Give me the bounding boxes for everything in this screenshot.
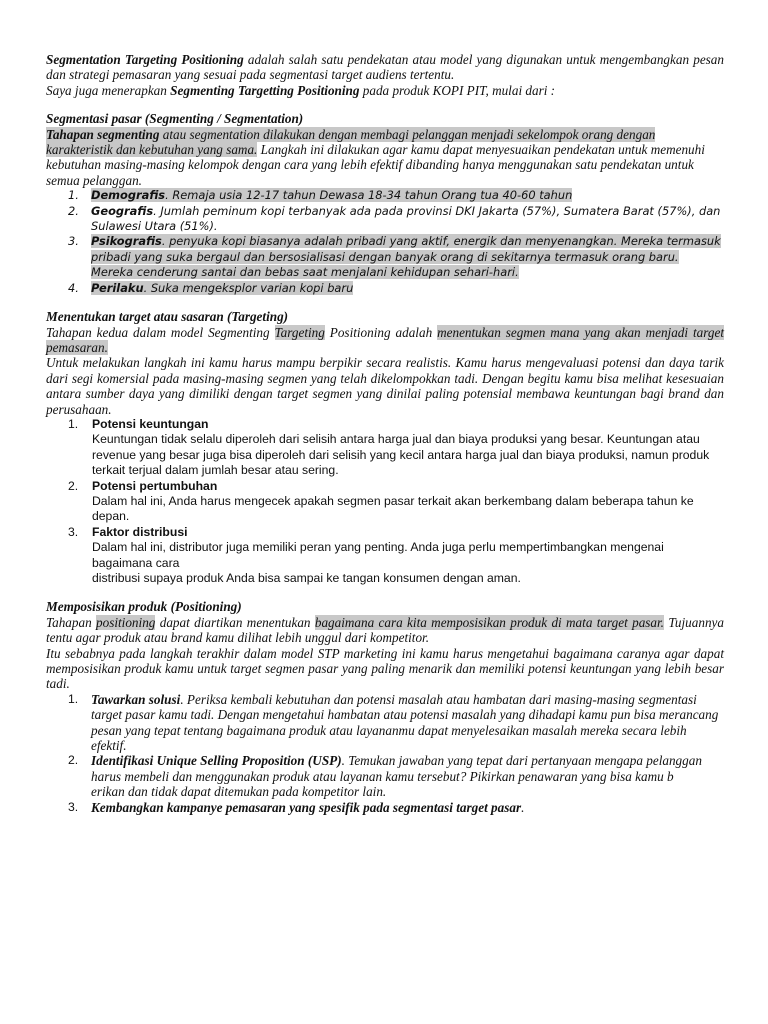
segmenting-list <box>46 188 724 296</box>
list-item: 2. Geografis. Jumlah peminum kopi terbanyak ada pada provinsi DKI Jakarta (57%), Sumatera Barat (57%), dan Sulawesi Utara (51%). <box>68 203 721 234</box>
positioning-paragraph-1: Tahapan positioning dapat diartikan menentukan bagaimana cara kita memposisikan produk di mata target pasar. Tujuannya tentu agar produk atau brand kamu dilihat lebih unggul dari kompetitor. <box>46 614 725 646</box>
list-item: 2. Identifikasi Unique Selling Proposition (USP). Temukan jawaban yang tepat dari pertanyaan mengapa pelanggan harus membeli dan menggunakan produk atau layanan kamu tersebut? Pikirkan penawaran yang bisa kamu b erikan dan tidak dapat ditemukan pada kompetitor lain. <box>68 753 702 800</box>
segmenting-paragraph: Tahapan segmenting atau segmentation dilakukan dengan membagi pelanggan menjadi sekelompok orang dengan karakteristik dan kebutuhan yang sama. Langkah ini dilakukan agar kamu dapat menyesuaikan pendekatan untuk memenuhi kebutuhan masing-masing kelompok dengan cara yang lebih efektif dibanding hanya menggunakan satu pendekatan untuk semua pelanggan. <box>46 126 705 188</box>
intro-term: Segmentation Targeting Positioning <box>46 52 244 67</box>
list-item: 3. Kembangkan kampanye pemasaran yang spesifik pada segmentasi target pasar. <box>68 799 525 815</box>
positioning-heading: Memposisikan produk (Positioning) <box>46 599 242 615</box>
list-item: 2. Potensi pertumbuhan Dalam hal ini, Anda harus mengecek apakah segmen pasar terkait akan berkembang dalam beberapa tahun ke depan. <box>68 478 694 524</box>
section-positioning <box>46 599 724 815</box>
list-item: 3. Psikografis. penyuka kopi biasanya adalah pribadi yang aktif, energik dan menyenangkan. Mereka termasuk pribadi yang suka bergaul dan bersosialisasi dengan banyak orang di sekitarnya termasuk orang baru. Mereka cenderung santai dan bebas saat menjalani kehidupan sehari-hari. <box>68 234 721 280</box>
list-item: 1. Potensi keuntungan Keuntungan tidak selalu diperoleh dari selisih antara harga jual dan biaya produksi yang besar. Keuntungan atau revenue yang besar juga bisa diperoleh dari selisih yang kecil antara harga jual dan biaya produksi, namun produk terkait terjual dalam jumlah besar atau sering. <box>68 416 710 478</box>
segmenting-heading: Segmentasi pasar (Segmenting / Segmentation) <box>46 111 304 127</box>
list-item: 4. Perilaku. Suka mengeksplor varian kopi baru <box>68 280 354 295</box>
list-item: 1. Tawarkan solusi. Periksa kembali kebutuhan dan potensi masalah atau hambatan dari masing-masing segmentasi target pasar kamu tadi. Dengan mengetahui hambatan atau potensi masalah yang dihadapi kamu pun bisa merancang pesan yang tepat tentang bagaimana produk atau layananmu dapat menyelesaikan masalah mereka secara lebih efektif. <box>68 691 719 754</box>
list-item: 1. Demografis. Remaja usia 12-17 tahun Dewasa 18-34 tahun Orang tua 40-60 tahun <box>68 188 573 203</box>
positioning-paragraph-2: Itu sebabnya pada langkah terakhir dalam model STP marketing ini kamu harus mengetahui bagaimana caranya agar dapat memposisikan produk kamu untuk target segmen pasar yang paling menarik dan memiliki potensi keuntungan yang lebih besar tadi. <box>46 645 724 692</box>
section-segmenting <box>46 111 724 296</box>
intro-paragraph: Segmentation Targeting Positioning adalah salah satu pendekatan atau model yang digunakan untuk mengembangkan pesan dan strategi pemasaran yang sesuai pada segmentasi target audiens tertentu. <box>46 52 724 83</box>
targeting-paragraph-2: Untuk melakukan langkah ini kamu harus mampu berpikir secara realistis. Kamu harus mengevaluasi potensi dan daya tarik dari segi komersial pada masing-masing segmen yang telah dikelompokkan tadi. Dengan begitu kamu bisa melihat kesesuaian antara sumber daya yang dimiliki dengan target segmen yang dinilai paling potensial membawa keuntungan bagi brand dan perusahaan. <box>46 355 724 417</box>
document-page <box>46 52 724 815</box>
intro-kopi-pit: Saya juga menerapkan Segmenting Targetting Positioning pada produk KOPI PIT, mulai dari : <box>46 82 556 98</box>
targeting-heading: Menentukan target atau sasaran (Targeting) <box>46 309 289 325</box>
list-item: 3. Faktor distribusi Dalam hal ini, distributor juga memiliki peran yang penting. Anda juga perlu mempertimbangkan mengenai bagaimana cara distribusi supaya produk Anda bisa sampai ke tangan konsumen dengan aman. <box>68 524 664 585</box>
section-targeting <box>46 309 724 586</box>
targeting-list <box>46 417 724 586</box>
positioning-list <box>46 692 724 815</box>
targeting-paragraph-1: Tahapan kedua dalam model Segmenting Targeting Positioning adalah menentukan segmen mana yang akan menjadi target pemasaran. <box>46 324 724 355</box>
